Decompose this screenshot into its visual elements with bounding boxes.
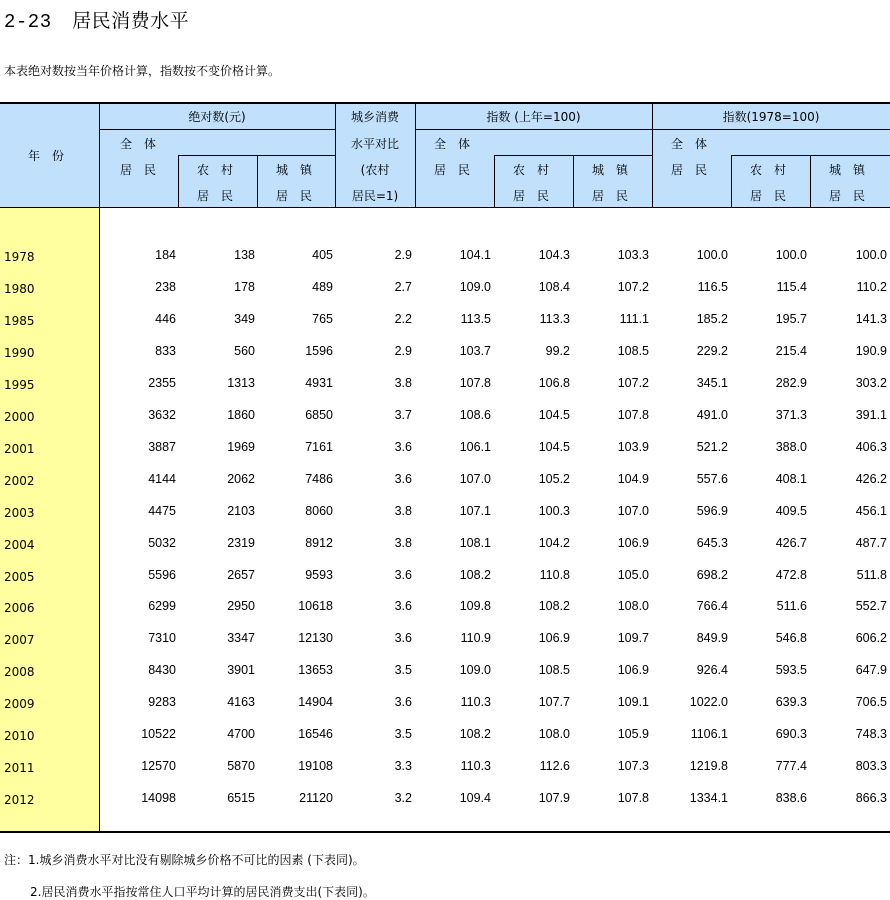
cell-urban: 9593: [305, 567, 333, 582]
cell-p-rural: 108.4: [538, 279, 570, 294]
cell-all: 2355: [148, 375, 176, 390]
cell-p-all: 108.2: [459, 567, 491, 582]
cell-p-urban: 106.9: [617, 663, 649, 678]
cell-p-rural: 106.9: [538, 631, 570, 646]
cell-b-rural: 511.6: [776, 599, 807, 614]
cell-all: 8430: [148, 663, 176, 678]
cell-p-rural: 104.5: [538, 439, 570, 454]
table-row: [0, 440, 890, 460]
table-row: [0, 759, 890, 779]
cell-b-rural: 100.0: [775, 248, 807, 262]
column-rule: [731, 155, 732, 207]
cell-b-all: 116.5: [697, 279, 728, 294]
cell-b-all: 926.4: [696, 663, 728, 678]
cell-all: 7310: [148, 631, 176, 646]
cell-rural: 3347: [227, 631, 255, 646]
header-ratio-3: (农村: [360, 163, 390, 177]
column-rule: [99, 103, 100, 831]
cell-all: 10522: [141, 727, 176, 742]
cell-urban: 12130: [298, 631, 333, 646]
cell-p-all: 107.1: [459, 503, 491, 518]
cell-p-all: 109.4: [459, 791, 491, 806]
cell-b-rural: 546.8: [775, 631, 807, 646]
row-year: 2004: [4, 537, 35, 552]
cell-b-all: 1219.8: [689, 759, 728, 774]
cell-ratio: 3.8: [394, 535, 412, 550]
cell-b-urban: 487.7: [855, 535, 887, 550]
cell-ratio: 3.6: [394, 567, 412, 582]
cell-p-rural: 105.2: [538, 471, 570, 486]
cell-rural: 4163: [227, 695, 255, 710]
header-all-1: 全 体: [120, 137, 157, 151]
cell-b-rural: 472.8: [775, 567, 807, 582]
cell-p-rural: 104.5: [538, 407, 570, 422]
header-year: 年 份: [28, 149, 65, 163]
row-year: 1985: [4, 313, 35, 328]
cell-all: 3887: [148, 439, 176, 454]
cell-b-all: 1106.1: [690, 727, 728, 742]
cell-urban: 1596: [305, 343, 333, 358]
cell-p-urban: 103.9: [617, 439, 649, 454]
row-year: 1995: [4, 377, 35, 392]
row-year: 2007: [4, 633, 35, 648]
cell-p-urban: 107.8: [617, 407, 649, 422]
header-p-all-2: 居 民: [434, 163, 471, 177]
column-rule: [573, 155, 574, 207]
cell-p-all: 113.5: [460, 311, 491, 326]
header-p-rural-1: 农 村: [513, 163, 550, 177]
cell-rural: 2103: [227, 503, 255, 518]
row-year: 2000: [4, 409, 35, 424]
cell-ratio: 3.8: [394, 503, 412, 518]
cell-b-urban: 803.3: [855, 759, 887, 774]
cell-p-all: 109.0: [459, 663, 491, 678]
cell-p-rural: 104.2: [538, 535, 570, 550]
table-row: [0, 312, 890, 332]
cell-b-urban: 866.3: [855, 791, 887, 806]
cell-p-all: 107.0: [459, 471, 491, 486]
header-rule: [99, 129, 335, 130]
cell-all: 5596: [148, 567, 176, 582]
cell-b-urban: 100.0: [855, 248, 887, 262]
cell-b-urban: 303.2: [855, 375, 887, 390]
cell-b-rural: 371.3: [775, 407, 807, 422]
cell-p-all: 110.3: [460, 695, 491, 710]
cell-ratio: 2.9: [394, 248, 412, 262]
cell-p-all: 107.8: [459, 375, 491, 390]
row-year: 2001: [4, 441, 35, 456]
cell-p-urban: 107.3: [617, 759, 649, 774]
row-year: 1990: [4, 345, 35, 360]
cell-urban: 8912: [305, 535, 333, 550]
cell-b-urban: 647.9: [855, 663, 887, 678]
cell-all: 9283: [148, 695, 176, 710]
table-row: [0, 663, 890, 683]
table-row: [0, 536, 890, 556]
cell-rural: 349: [234, 311, 255, 326]
cell-urban: 19108: [298, 759, 333, 774]
cell-b-rural: 195.7: [775, 311, 807, 326]
cell-ratio: 3.8: [394, 375, 412, 390]
cell-rural: 3901: [227, 663, 255, 678]
cell-b-urban: 606.2: [855, 631, 887, 646]
cell-urban: 14904: [298, 695, 333, 710]
cell-all: 12570: [141, 759, 176, 774]
cell-p-urban: 107.2: [617, 375, 649, 390]
header-ratio-2: 水平对比: [350, 137, 399, 151]
cell-b-rural: 115.4: [776, 279, 807, 294]
row-year: 2002: [4, 473, 35, 488]
cell-urban: 405: [312, 248, 333, 262]
cell-ratio: 2.9: [394, 343, 412, 358]
cell-b-all: 645.3: [696, 535, 728, 550]
table-row: [0, 791, 890, 811]
cell-b-all: 1022.0: [689, 695, 728, 710]
cell-ratio: 3.6: [394, 631, 412, 646]
cell-urban: 21120: [299, 791, 333, 806]
cell-p-all: 108.2: [459, 727, 491, 742]
cell-ratio: 3.6: [394, 471, 412, 486]
column-rule: [810, 155, 811, 207]
cell-rural: 2657: [227, 567, 255, 582]
cell-b-urban: 406.3: [855, 439, 887, 454]
cell-rural: 2319: [227, 535, 255, 550]
cell-b-urban: 706.5: [855, 695, 887, 710]
cell-rural: 178: [234, 279, 255, 294]
cell-ratio: 3.2: [394, 791, 412, 806]
cell-b-urban: 748.3: [855, 727, 887, 742]
cell-urban: 13653: [298, 663, 333, 678]
header-bottom-rule: [0, 207, 890, 208]
cell-b-all: 1334.1: [689, 791, 728, 806]
cell-p-all: 103.7: [459, 343, 491, 358]
cell-rural: 4700: [227, 727, 255, 742]
table-row: [0, 568, 890, 588]
cell-p-urban: 104.9: [617, 471, 649, 486]
cell-p-all: 110.9: [460, 631, 491, 646]
header-b-urban-2: 居 民: [829, 189, 866, 203]
row-year: 2006: [4, 601, 35, 616]
cell-urban: 6850: [305, 407, 333, 422]
top-rule: [0, 102, 890, 104]
cell-p-rural: 106.8: [538, 375, 570, 390]
table-row: [0, 472, 890, 492]
header-b-all-2: 居 民: [671, 163, 708, 177]
cell-b-rural: 777.4: [775, 759, 807, 774]
cell-b-all: 100.0: [696, 248, 728, 262]
cell-ratio: 3.6: [394, 439, 412, 454]
cell-ratio: 3.6: [394, 695, 412, 710]
cell-p-rural: 108.0: [538, 727, 570, 742]
cell-p-rural: 99.2: [545, 343, 570, 358]
cell-b-urban: 426.2: [855, 471, 887, 486]
cell-p-urban: 109.1: [617, 695, 649, 710]
header-b-rural-1: 农 村: [750, 163, 787, 177]
cell-b-all: 698.2: [696, 567, 728, 582]
cell-p-urban: 111.1: [619, 311, 649, 326]
cell-b-rural: 409.5: [775, 503, 807, 518]
table-row: [0, 727, 890, 747]
cell-urban: 7486: [305, 471, 333, 486]
cell-b-rural: 690.3: [775, 727, 807, 742]
header-p-rural-2: 居 民: [513, 189, 550, 203]
cell-b-all: 229.2: [696, 343, 728, 358]
cell-p-all: 109.0: [459, 279, 491, 294]
header-urban-1: 城 镇: [276, 163, 313, 177]
cell-b-all: 849.9: [696, 631, 728, 646]
header-p-all-1: 全 体: [434, 137, 471, 151]
header-ratio-1: 城乡消费: [350, 110, 399, 124]
cell-b-rural: 426.7: [775, 535, 807, 550]
cell-b-urban: 511.8: [856, 567, 887, 582]
cell-b-all: 596.9: [696, 503, 728, 518]
cell-p-urban: 107.0: [617, 503, 649, 518]
header-b-rural-2: 居 民: [750, 189, 787, 203]
table-row: [0, 695, 890, 715]
header-all-2: 居 民: [120, 163, 157, 177]
table-subtitle: 本表绝对数按当年价格计算，指数按不变价格计算。: [4, 64, 281, 78]
row-year: 2005: [4, 569, 35, 584]
cell-all: 6299: [148, 599, 176, 614]
header-index-prev: 指数 (上年=100): [486, 110, 581, 124]
cell-p-urban: 105.9: [617, 727, 649, 742]
cell-p-rural: 112.6: [539, 759, 570, 774]
cell-p-all: 108.6: [459, 407, 491, 422]
cell-b-urban: 110.2: [856, 279, 887, 294]
cell-all: 5032: [148, 535, 176, 550]
cell-all: 184: [155, 248, 176, 262]
cell-rural: 1969: [227, 439, 255, 454]
table-row: [0, 376, 890, 396]
row-year: 1978: [4, 250, 35, 264]
table-row: [0, 408, 890, 428]
cell-p-all: 104.1: [459, 248, 491, 262]
cell-b-rural: 388.0: [775, 439, 807, 454]
cell-p-rural: 107.9: [538, 791, 570, 806]
cell-rural: 2062: [227, 471, 255, 486]
row-year: 2009: [4, 697, 35, 712]
row-year: 2003: [4, 505, 35, 520]
row-year: 2011: [4, 761, 35, 776]
cell-b-rural: 639.3: [775, 695, 807, 710]
cell-p-urban: 109.7: [617, 631, 649, 646]
cell-ratio: 3.5: [394, 727, 412, 742]
cell-p-urban: 105.0: [617, 567, 649, 582]
row-year: 1980: [4, 281, 35, 296]
header-ratio-4: 居民=1): [351, 189, 399, 203]
table-title: 居民消费水平: [72, 10, 190, 32]
cell-all: 833: [155, 343, 176, 358]
table-row: [0, 504, 890, 524]
cell-p-rural: 113.3: [539, 311, 570, 326]
column-rule: [178, 155, 179, 207]
cell-b-urban: 141.3: [855, 311, 887, 326]
cell-rural: 2950: [227, 599, 255, 614]
cell-all: 446: [155, 311, 176, 326]
cell-b-all: 557.6: [696, 471, 728, 486]
cell-ratio: 3.5: [394, 663, 412, 678]
cell-rural: 1313: [227, 375, 255, 390]
table-row: [0, 280, 890, 300]
cell-urban: 489: [312, 279, 333, 294]
header-b-urban-1: 城 镇: [829, 163, 866, 177]
cell-p-urban: 106.9: [617, 535, 649, 550]
cell-urban: 10618: [298, 599, 333, 614]
cell-b-all: 766.4: [696, 599, 728, 614]
cell-all: 4475: [148, 503, 176, 518]
cell-ratio: 2.7: [394, 279, 412, 294]
cell-all: 3632: [148, 407, 176, 422]
cell-b-rural: 215.4: [775, 343, 807, 358]
row-year: 2010: [4, 729, 35, 744]
cell-p-urban: 108.0: [617, 599, 649, 614]
cell-p-rural: 107.7: [538, 695, 570, 710]
cell-p-rural: 108.2: [538, 599, 570, 614]
cell-b-all: 185.2: [696, 311, 728, 326]
header-urban-2: 居 民: [276, 189, 313, 203]
cell-b-rural: 593.5: [775, 663, 807, 678]
table-row: [0, 599, 890, 619]
cell-p-urban: 107.2: [617, 279, 649, 294]
cell-p-urban: 103.3: [617, 248, 649, 262]
cell-b-urban: 456.1: [855, 503, 887, 518]
cell-b-rural: 282.9: [775, 375, 807, 390]
cell-b-rural: 408.1: [775, 471, 807, 486]
cell-all: 14098: [141, 791, 176, 806]
cell-b-urban: 552.7: [855, 599, 887, 614]
cell-p-urban: 108.5: [617, 343, 649, 358]
row-year: 2008: [4, 665, 35, 680]
cell-b-urban: 190.9: [855, 343, 887, 358]
footnote-2: 2.居民消费水平指按常住人口平均计算的居民消费支出(下表同)。: [30, 885, 375, 899]
cell-p-rural: 108.5: [538, 663, 570, 678]
cell-p-rural: 100.3: [538, 503, 570, 518]
cell-ratio: 3.7: [394, 407, 412, 422]
table-row: [0, 344, 890, 364]
cell-b-all: 345.1: [696, 375, 728, 390]
header-p-urban-2: 居 民: [592, 189, 629, 203]
cell-p-rural: 104.3: [538, 248, 570, 262]
cell-p-all: 109.8: [459, 599, 491, 614]
cell-b-all: 491.0: [696, 407, 728, 422]
cell-b-urban: 391.1: [855, 407, 887, 422]
column-rule: [494, 155, 495, 207]
cell-b-all: 521.2: [696, 439, 728, 454]
cell-p-urban: 107.8: [617, 791, 649, 806]
cell-urban: 765: [312, 311, 333, 326]
cell-ratio: 3.6: [394, 599, 412, 614]
cell-rural: 5870: [227, 759, 255, 774]
cell-urban: 8060: [305, 503, 333, 518]
cell-urban: 16546: [298, 727, 333, 742]
header-rural-1: 农 村: [197, 163, 234, 177]
cell-p-all: 110.3: [460, 759, 491, 774]
cell-ratio: 3.3: [394, 759, 412, 774]
table-row: [0, 248, 890, 268]
header-b-all-1: 全 体: [671, 137, 708, 151]
cell-urban: 4931: [305, 375, 333, 390]
bottom-rule: [0, 831, 890, 833]
cell-ratio: 2.2: [394, 311, 412, 326]
header-rural-2: 居 民: [197, 189, 234, 203]
table-number: 2-23: [4, 11, 52, 33]
header-absolute: 绝对数(元): [188, 110, 246, 124]
cell-all: 4144: [148, 471, 176, 486]
header-p-urban-1: 城 镇: [592, 163, 629, 177]
cell-all: 238: [155, 279, 176, 294]
column-rule: [257, 155, 258, 207]
cell-urban: 7161: [305, 439, 333, 454]
cell-rural: 1860: [227, 407, 255, 422]
cell-rural: 560: [234, 343, 255, 358]
table-row: [0, 631, 890, 651]
cell-p-all: 106.1: [459, 439, 491, 454]
cell-p-all: 108.1: [459, 535, 491, 550]
cell-rural: 6515: [227, 791, 255, 806]
cell-p-rural: 110.8: [539, 567, 570, 582]
row-year: 2012: [4, 793, 35, 808]
header-index-1978: 指数(1978=100): [722, 110, 820, 124]
cell-b-rural: 838.6: [775, 791, 807, 806]
cell-rural: 138: [234, 248, 255, 262]
footnote-1: 注：1.城乡消费水平对比没有剔除城乡价格不可比的因素 (下表同)。: [4, 853, 365, 867]
